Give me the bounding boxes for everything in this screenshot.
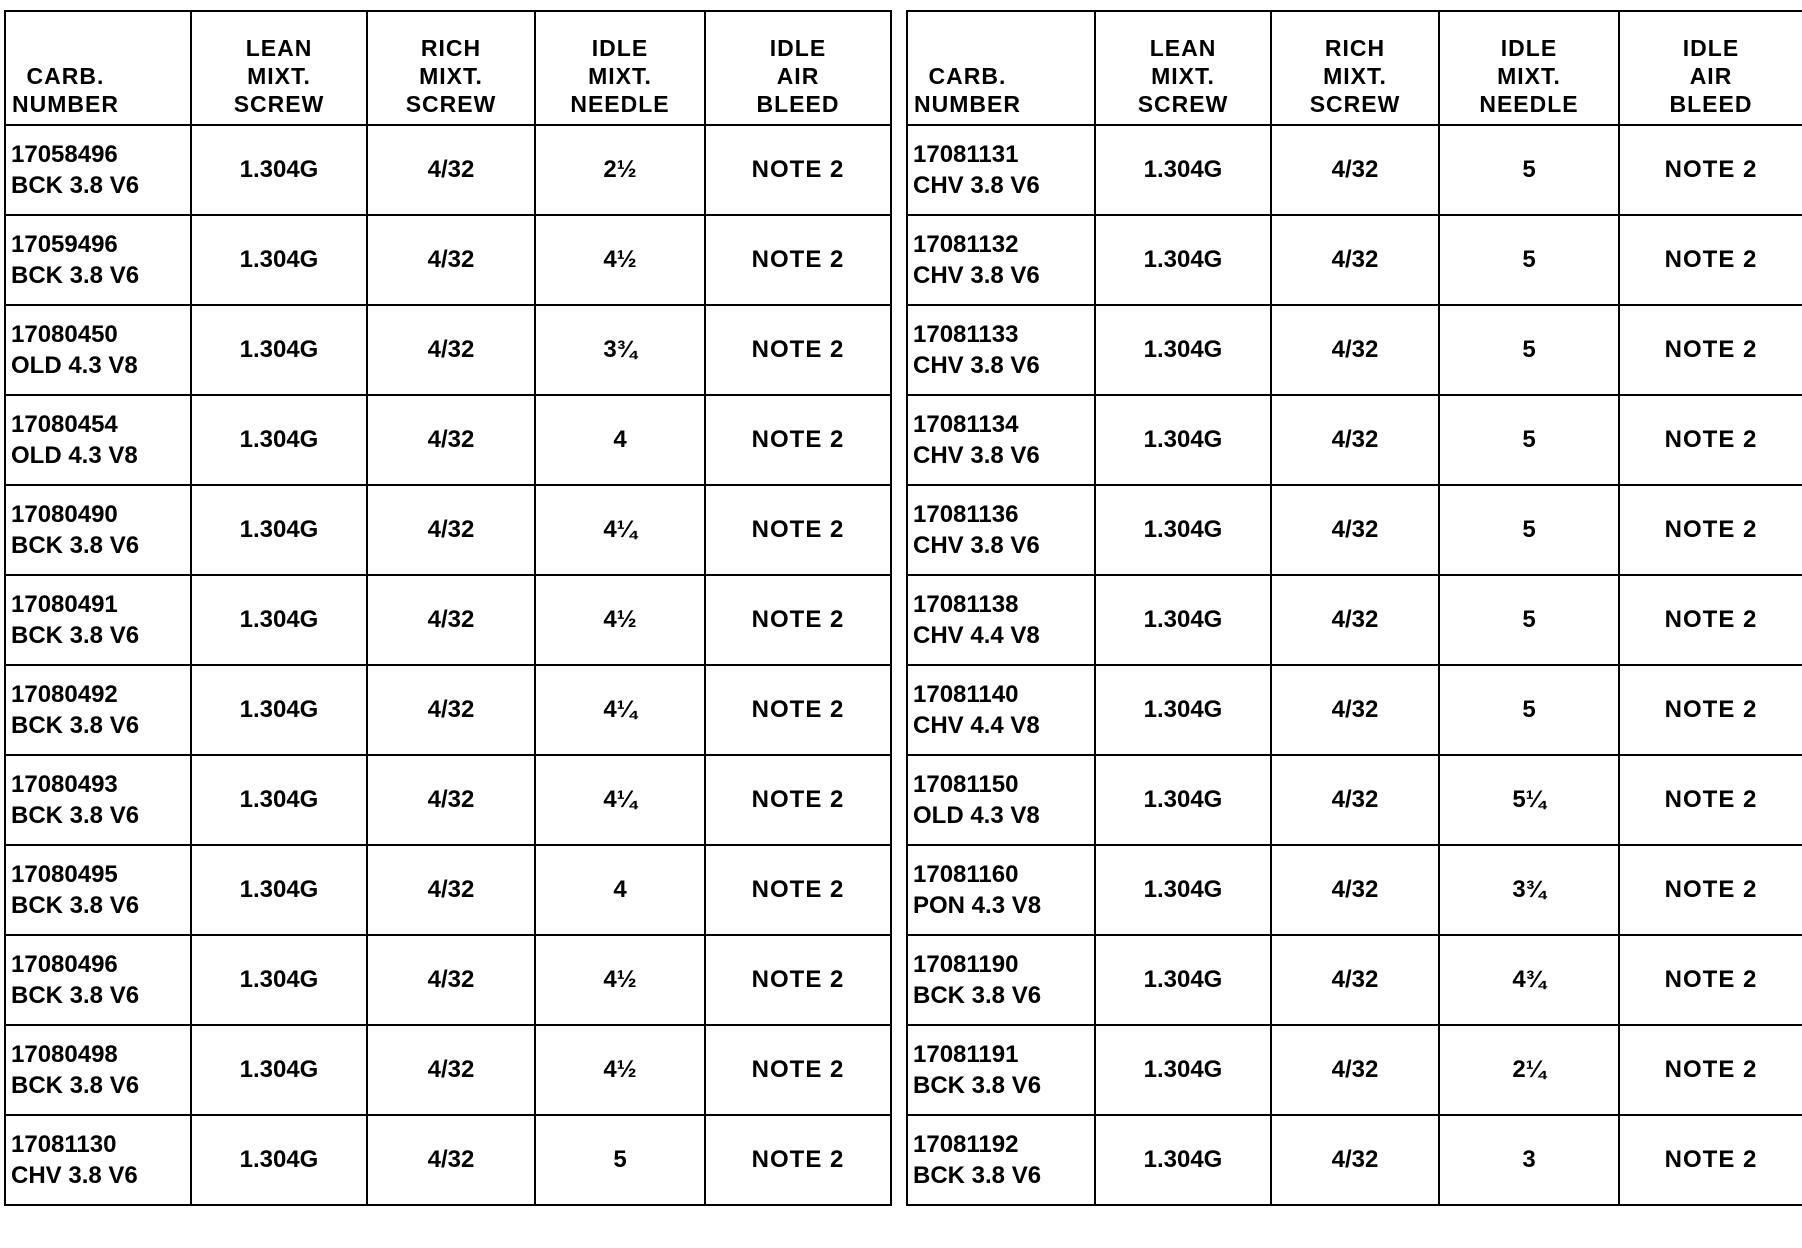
engine-code: BCK 3.8 V6	[11, 802, 140, 829]
idle-air-bleed-cell: NOTE 2	[1619, 395, 1802, 485]
carb-number-cell	[907, 1025, 1095, 1115]
idle-air-bleed-cell: NOTE 2	[705, 125, 891, 215]
rich-mixt-screw-cell: 4/32	[367, 1025, 535, 1115]
idle-air-bleed-cell: NOTE 2	[705, 935, 891, 1025]
carb-number-cell	[5, 575, 191, 665]
carb-number: 17080454	[11, 411, 118, 438]
lean-mixt-screw-cell: 1.304G	[1095, 755, 1271, 845]
lean-mixt-screw-cell: 1.304G	[191, 575, 367, 665]
idle-mixt-needle-cell: 5¼	[1439, 755, 1619, 845]
engine-code: BCK 3.8 V6	[11, 622, 140, 649]
carb-number: 17080495	[11, 861, 118, 888]
engine-code: OLD 4.3 V8	[11, 442, 138, 469]
table-divider	[892, 10, 906, 1206]
engine-code: BCK 3.8 V6	[11, 1072, 140, 1099]
idle-mixt-needle-cell: 4	[535, 395, 705, 485]
idle-mixt-needle-cell: 4¼	[535, 755, 705, 845]
idle-air-bleed-cell: NOTE 2	[1619, 1115, 1802, 1205]
engine-code: PON 4.3 V8	[913, 892, 1042, 919]
carb-number-cell	[5, 485, 191, 575]
idle-air-bleed-cell: NOTE 2	[705, 1115, 891, 1205]
header-row	[5, 11, 891, 125]
header-idle-air-bleed: IDLE AIR BLEED	[1619, 11, 1802, 125]
rich-mixt-screw-cell: 4/32	[1271, 395, 1439, 485]
idle-mixt-needle-cell: 5	[535, 1115, 705, 1205]
header-carb-number: CARB. NUMBER	[907, 11, 1095, 125]
lean-mixt-screw-cell: 1.304G	[191, 305, 367, 395]
idle-mixt-needle-cell: 4½	[535, 935, 705, 1025]
table-row	[907, 755, 1802, 845]
lean-mixt-screw-cell: 1.304G	[191, 755, 367, 845]
rich-mixt-screw-cell: 4/32	[367, 575, 535, 665]
rich-mixt-screw-cell: 4/32	[1271, 215, 1439, 305]
idle-air-bleed-cell: NOTE 2	[705, 755, 891, 845]
table-row	[907, 575, 1802, 665]
lean-mixt-screw-cell: 1.304G	[1095, 215, 1271, 305]
carb-number-cell	[907, 395, 1095, 485]
carb-number-cell	[907, 485, 1095, 575]
idle-air-bleed-cell: NOTE 2	[1619, 665, 1802, 755]
rich-mixt-screw-cell: 4/32	[1271, 665, 1439, 755]
rich-mixt-screw-cell: 4/32	[367, 395, 535, 485]
engine-code: CHV 3.8 V6	[913, 442, 1040, 469]
engine-code: BCK 3.8 V6	[913, 1072, 1042, 1099]
carb-number-cell	[907, 575, 1095, 665]
engine-code: BCK 3.8 V6	[11, 532, 140, 559]
lean-mixt-screw-cell: 1.304G	[1095, 845, 1271, 935]
rich-mixt-screw-cell: 4/32	[1271, 305, 1439, 395]
carb-number-cell	[5, 665, 191, 755]
table-row	[5, 845, 891, 935]
carb-number: 17081191	[913, 1041, 1019, 1068]
engine-code: OLD 4.3 V8	[913, 802, 1040, 829]
table-row	[5, 485, 891, 575]
idle-air-bleed-cell: NOTE 2	[1619, 485, 1802, 575]
table-row	[5, 215, 891, 305]
table-row	[907, 215, 1802, 305]
carb-number: 17080491	[11, 591, 118, 618]
idle-air-bleed-cell: NOTE 2	[705, 845, 891, 935]
lean-mixt-screw-cell: 1.304G	[191, 485, 367, 575]
rich-mixt-screw-cell: 4/32	[367, 485, 535, 575]
carb-number: 17080498	[11, 1041, 118, 1068]
engine-code: CHV 4.4 V8	[913, 622, 1040, 649]
idle-air-bleed-cell: NOTE 2	[1619, 125, 1802, 215]
lean-mixt-screw-cell: 1.304G	[191, 935, 367, 1025]
rich-mixt-screw-cell: 4/32	[367, 665, 535, 755]
table-row	[5, 935, 891, 1025]
table-row	[5, 1025, 891, 1115]
idle-air-bleed-cell: NOTE 2	[705, 575, 891, 665]
header-rich-mixt-screw: RICH MIXT. SCREW	[367, 11, 535, 125]
idle-air-bleed-cell: NOTE 2	[1619, 1025, 1802, 1115]
rich-mixt-screw-cell: 4/32	[1271, 575, 1439, 665]
idle-air-bleed-cell: NOTE 2	[1619, 935, 1802, 1025]
engine-code: CHV 3.8 V6	[11, 1162, 138, 1189]
idle-mixt-needle-cell: 5	[1439, 305, 1619, 395]
idle-mixt-needle-cell: 5	[1439, 215, 1619, 305]
engine-code: CHV 3.8 V6	[913, 352, 1040, 379]
lean-mixt-screw-cell: 1.304G	[1095, 1025, 1271, 1115]
carb-number: 17080496	[11, 951, 118, 978]
carb-number: 17081133	[913, 321, 1019, 348]
table-row	[5, 1115, 891, 1205]
idle-mixt-needle-cell: 4	[535, 845, 705, 935]
lean-mixt-screw-cell: 1.304G	[1095, 305, 1271, 395]
rich-mixt-screw-cell: 4/32	[367, 755, 535, 845]
carb-number-cell	[5, 935, 191, 1025]
engine-code: CHV 3.8 V6	[913, 262, 1040, 289]
table-row	[907, 305, 1802, 395]
carb-number: 17081131	[913, 141, 1019, 168]
carb-number-cell	[5, 755, 191, 845]
engine-code: OLD 4.3 V8	[11, 352, 138, 379]
lean-mixt-screw-cell: 1.304G	[191, 395, 367, 485]
idle-mixt-needle-cell: 3¾	[1439, 845, 1619, 935]
idle-air-bleed-cell: NOTE 2	[1619, 755, 1802, 845]
rich-mixt-screw-cell: 4/32	[1271, 1115, 1439, 1205]
lean-mixt-screw-cell: 1.304G	[191, 125, 367, 215]
idle-mixt-needle-cell: 5	[1439, 395, 1619, 485]
rich-mixt-screw-cell: 4/32	[1271, 485, 1439, 575]
lean-mixt-screw-cell: 1.304G	[1095, 575, 1271, 665]
engine-code: BCK 3.8 V6	[11, 172, 140, 199]
idle-air-bleed-cell: NOTE 2	[1619, 845, 1802, 935]
idle-air-bleed-cell: NOTE 2	[705, 1025, 891, 1115]
table-row	[907, 395, 1802, 485]
carb-number-cell	[907, 305, 1095, 395]
table-row	[907, 125, 1802, 215]
engine-code: BCK 3.8 V6	[913, 1162, 1042, 1189]
carb-number: 17080450	[11, 321, 118, 348]
table-row	[907, 845, 1802, 935]
carb-number-cell	[5, 305, 191, 395]
carb-number: 17081160	[913, 861, 1019, 888]
idle-mixt-needle-cell: 3¾	[535, 305, 705, 395]
rich-mixt-screw-cell: 4/32	[367, 845, 535, 935]
rich-mixt-screw-cell: 4/32	[367, 215, 535, 305]
carb-number: 17080493	[11, 771, 118, 798]
lean-mixt-screw-cell: 1.304G	[191, 1115, 367, 1205]
lean-mixt-screw-cell: 1.304G	[1095, 125, 1271, 215]
header-rich-mixt-screw: RICH MIXT. SCREW	[1271, 11, 1439, 125]
carb-number: 17081134	[913, 411, 1019, 438]
carb-number: 17081136	[913, 501, 1019, 528]
engine-code: BCK 3.8 V6	[11, 262, 140, 289]
lean-mixt-screw-cell: 1.304G	[191, 665, 367, 755]
lean-mixt-screw-cell: 1.304G	[1095, 485, 1271, 575]
idle-mixt-needle-cell: 2½	[535, 125, 705, 215]
carb-number-cell	[5, 1025, 191, 1115]
carb-number-cell	[907, 215, 1095, 305]
rich-mixt-screw-cell: 4/32	[1271, 935, 1439, 1025]
carb-number: 17081138	[913, 591, 1019, 618]
carb-number-cell	[5, 395, 191, 485]
header-idle-air-bleed: IDLE AIR BLEED	[705, 11, 891, 125]
idle-air-bleed-cell: NOTE 2	[705, 665, 891, 755]
idle-air-bleed-cell: NOTE 2	[1619, 215, 1802, 305]
rich-mixt-screw-cell: 4/32	[367, 305, 535, 395]
carb-number-cell	[907, 845, 1095, 935]
carb-number-cell	[907, 125, 1095, 215]
idle-air-bleed-cell: NOTE 2	[705, 395, 891, 485]
header-row	[907, 11, 1802, 125]
header-lean-mixt-screw: LEAN MIXT. SCREW	[191, 11, 367, 125]
lean-mixt-screw-cell: 1.304G	[191, 1025, 367, 1115]
idle-mixt-needle-cell: 4¾	[1439, 935, 1619, 1025]
engine-code: CHV 4.4 V8	[913, 712, 1040, 739]
rich-mixt-screw-cell: 4/32	[1271, 845, 1439, 935]
carb-number-cell	[5, 845, 191, 935]
rich-mixt-screw-cell: 4/32	[367, 935, 535, 1025]
lean-mixt-screw-cell: 1.304G	[1095, 1115, 1271, 1205]
engine-code: BCK 3.8 V6	[11, 892, 140, 919]
lean-mixt-screw-cell: 1.304G	[1095, 665, 1271, 755]
carburetor-spec-sheet	[4, 10, 1802, 1206]
carb-number-cell	[5, 1115, 191, 1205]
idle-air-bleed-cell: NOTE 2	[705, 215, 891, 305]
rich-mixt-screw-cell: 4/32	[1271, 125, 1439, 215]
header-idle-mixt-needle: IDLE MIXT. NEEDLE	[535, 11, 705, 125]
engine-code: CHV 3.8 V6	[913, 532, 1040, 559]
table-row	[907, 935, 1802, 1025]
idle-mixt-needle-cell: 4½	[535, 1025, 705, 1115]
carb-number: 17080492	[11, 681, 118, 708]
carb-number-cell	[5, 215, 191, 305]
idle-mixt-needle-cell: 4½	[535, 215, 705, 305]
header-idle-mixt-needle: IDLE MIXT. NEEDLE	[1439, 11, 1619, 125]
header-carb-number: CARB. NUMBER	[5, 11, 191, 125]
rich-mixt-screw-cell: 4/32	[367, 125, 535, 215]
header-lean-mixt-screw: LEAN MIXT. SCREW	[1095, 11, 1271, 125]
table-row	[907, 665, 1802, 755]
lean-mixt-screw-cell: 1.304G	[1095, 935, 1271, 1025]
carb-number: 17080490	[11, 501, 118, 528]
spec-table-left	[4, 10, 892, 1206]
idle-air-bleed-cell: NOTE 2	[705, 485, 891, 575]
table-row	[5, 395, 891, 485]
rich-mixt-screw-cell: 4/32	[1271, 1025, 1439, 1115]
table-row	[5, 755, 891, 845]
table-row	[907, 1025, 1802, 1115]
carb-number-cell	[907, 1115, 1095, 1205]
table-row	[5, 125, 891, 215]
table-row	[907, 485, 1802, 575]
idle-mixt-needle-cell: 4¼	[535, 485, 705, 575]
idle-mixt-needle-cell: 5	[1439, 125, 1619, 215]
table-row	[5, 665, 891, 755]
carb-number: 17058496	[11, 141, 118, 168]
carb-number: 17081150	[913, 771, 1019, 798]
carb-number-cell	[5, 125, 191, 215]
engine-code: BCK 3.8 V6	[11, 712, 140, 739]
table-row	[5, 575, 891, 665]
carb-number-cell	[907, 665, 1095, 755]
lean-mixt-screw-cell: 1.304G	[191, 215, 367, 305]
carb-number-cell	[907, 935, 1095, 1025]
rich-mixt-screw-cell: 4/32	[1271, 755, 1439, 845]
carb-number: 17081192	[913, 1131, 1019, 1158]
engine-code: CHV 3.8 V6	[913, 172, 1040, 199]
table-row	[907, 1115, 1802, 1205]
carb-number: 17081190	[913, 951, 1019, 978]
lean-mixt-screw-cell: 1.304G	[1095, 395, 1271, 485]
carb-number: 17081130	[11, 1131, 117, 1158]
carb-number: 17081132	[913, 231, 1019, 258]
carb-number-cell	[907, 755, 1095, 845]
idle-mixt-needle-cell: 3	[1439, 1115, 1619, 1205]
carb-number: 17081140	[913, 681, 1019, 708]
idle-mixt-needle-cell: 4¼	[535, 665, 705, 755]
idle-mixt-needle-cell: 5	[1439, 485, 1619, 575]
idle-mixt-needle-cell: 5	[1439, 665, 1619, 755]
lean-mixt-screw-cell: 1.304G	[191, 845, 367, 935]
carb-number: 17059496	[11, 231, 118, 258]
rich-mixt-screw-cell: 4/32	[367, 1115, 535, 1205]
idle-air-bleed-cell: NOTE 2	[1619, 575, 1802, 665]
idle-mixt-needle-cell: 5	[1439, 575, 1619, 665]
engine-code: BCK 3.8 V6	[11, 982, 140, 1009]
idle-air-bleed-cell: NOTE 2	[1619, 305, 1802, 395]
idle-mixt-needle-cell: 2¼	[1439, 1025, 1619, 1115]
idle-air-bleed-cell: NOTE 2	[705, 305, 891, 395]
idle-mixt-needle-cell: 4½	[535, 575, 705, 665]
table-row	[5, 305, 891, 395]
spec-table-right	[906, 10, 1802, 1206]
engine-code: BCK 3.8 V6	[913, 982, 1042, 1009]
